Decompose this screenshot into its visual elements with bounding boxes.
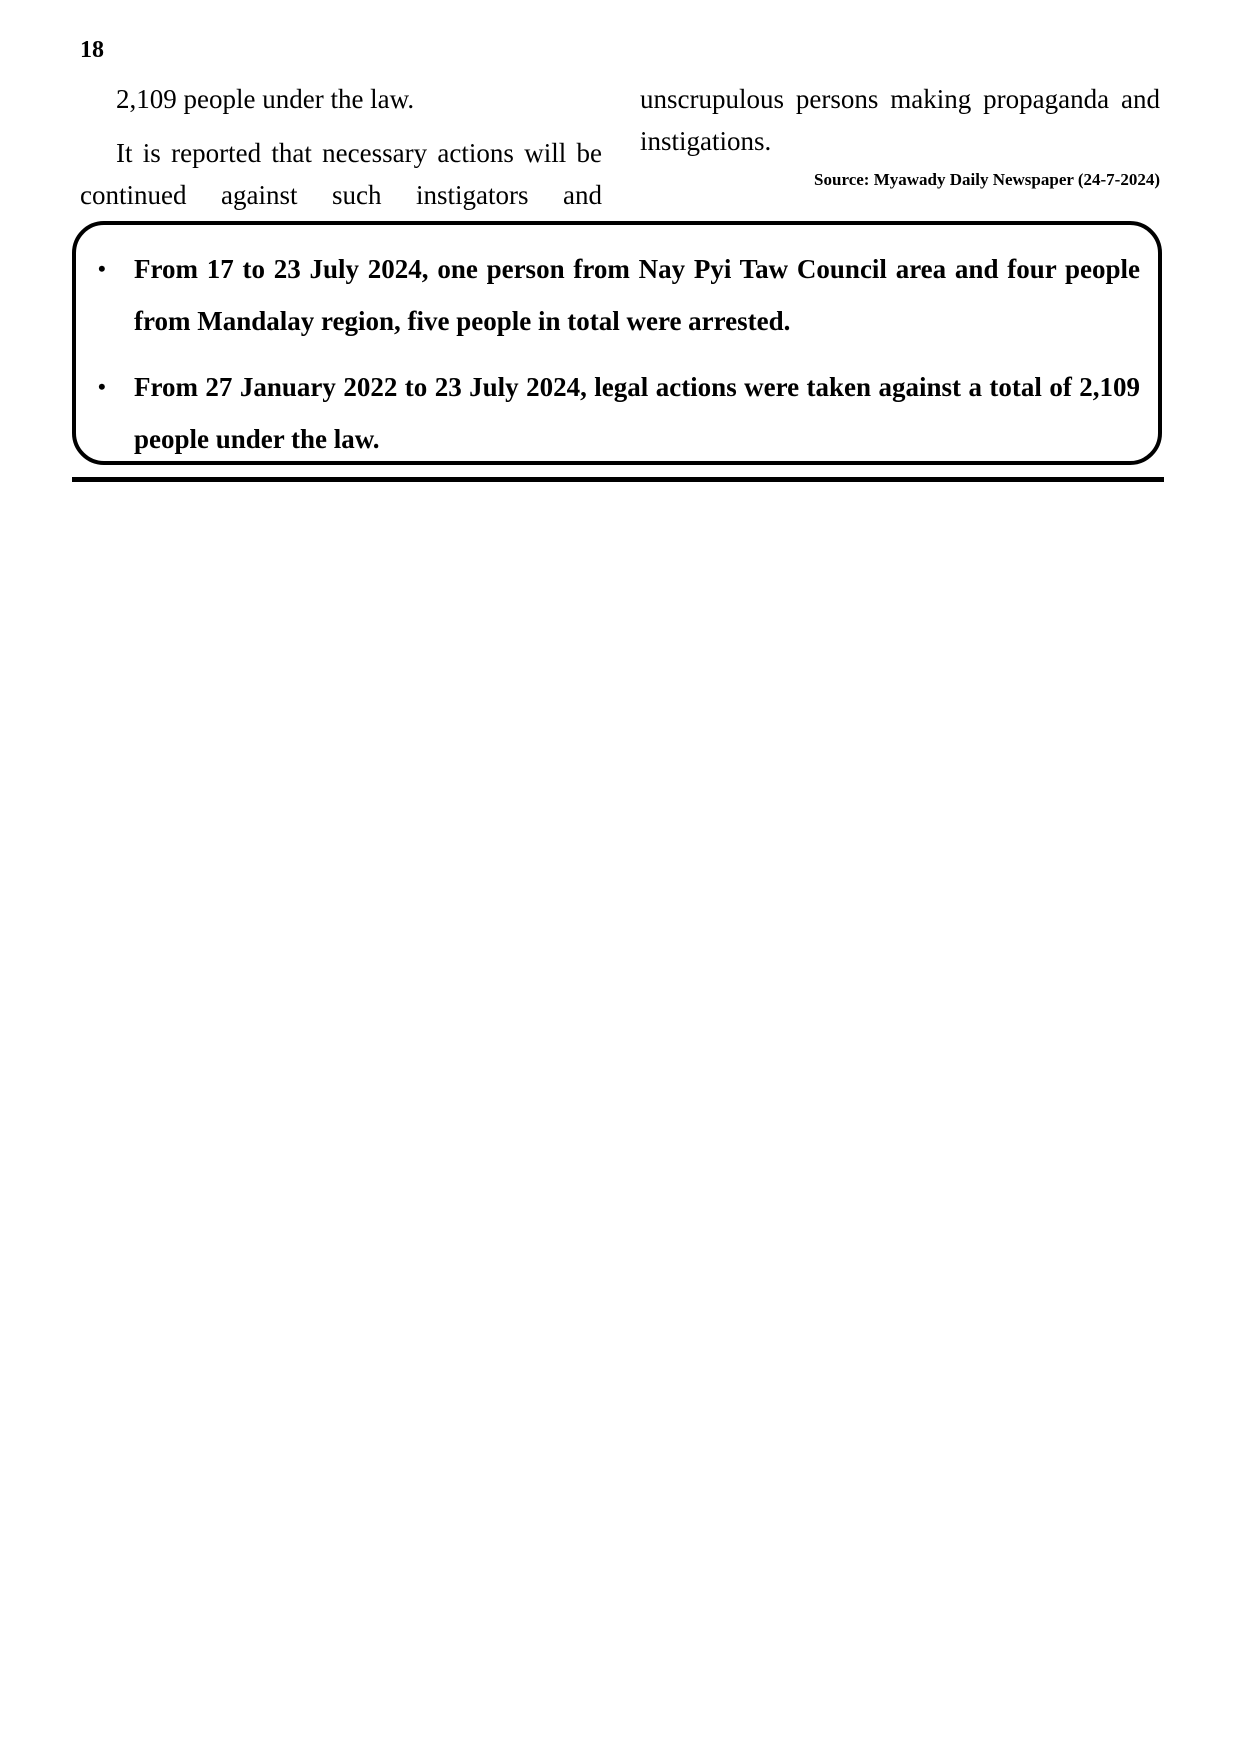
bullet-icon: • — [98, 374, 106, 399]
page-number: 18 — [80, 37, 104, 63]
summary-item — [94, 243, 1140, 347]
summary-list — [94, 243, 1140, 465]
article-paragraph: unscrupulous persons making propaganda and instigations. — [640, 84, 1160, 156]
summary-item-text: From 17 to 23 July 2024, one person from Nay Pyi Taw Council area and four people from Mandalay region, five people in total were arrested. — [134, 254, 1140, 336]
summary-item — [94, 361, 1140, 465]
article-left-column — [80, 78, 602, 216]
article-paragraph: 2,109 people under the law. — [116, 84, 415, 114]
source-citation: Source: Myawady Daily Newspaper (24-7-2024) — [814, 170, 1160, 189]
article-right-column — [640, 78, 1160, 162]
summary-box — [72, 221, 1162, 465]
article-paragraph: It is reported that necessary actions will be continued against such instigators and — [80, 138, 602, 210]
section-divider — [72, 477, 1164, 482]
summary-item-text: From 27 January 2022 to 23 July 2024, legal actions were taken against a total of 2,109 people under the law. — [134, 372, 1140, 454]
bullet-icon: • — [98, 256, 106, 281]
